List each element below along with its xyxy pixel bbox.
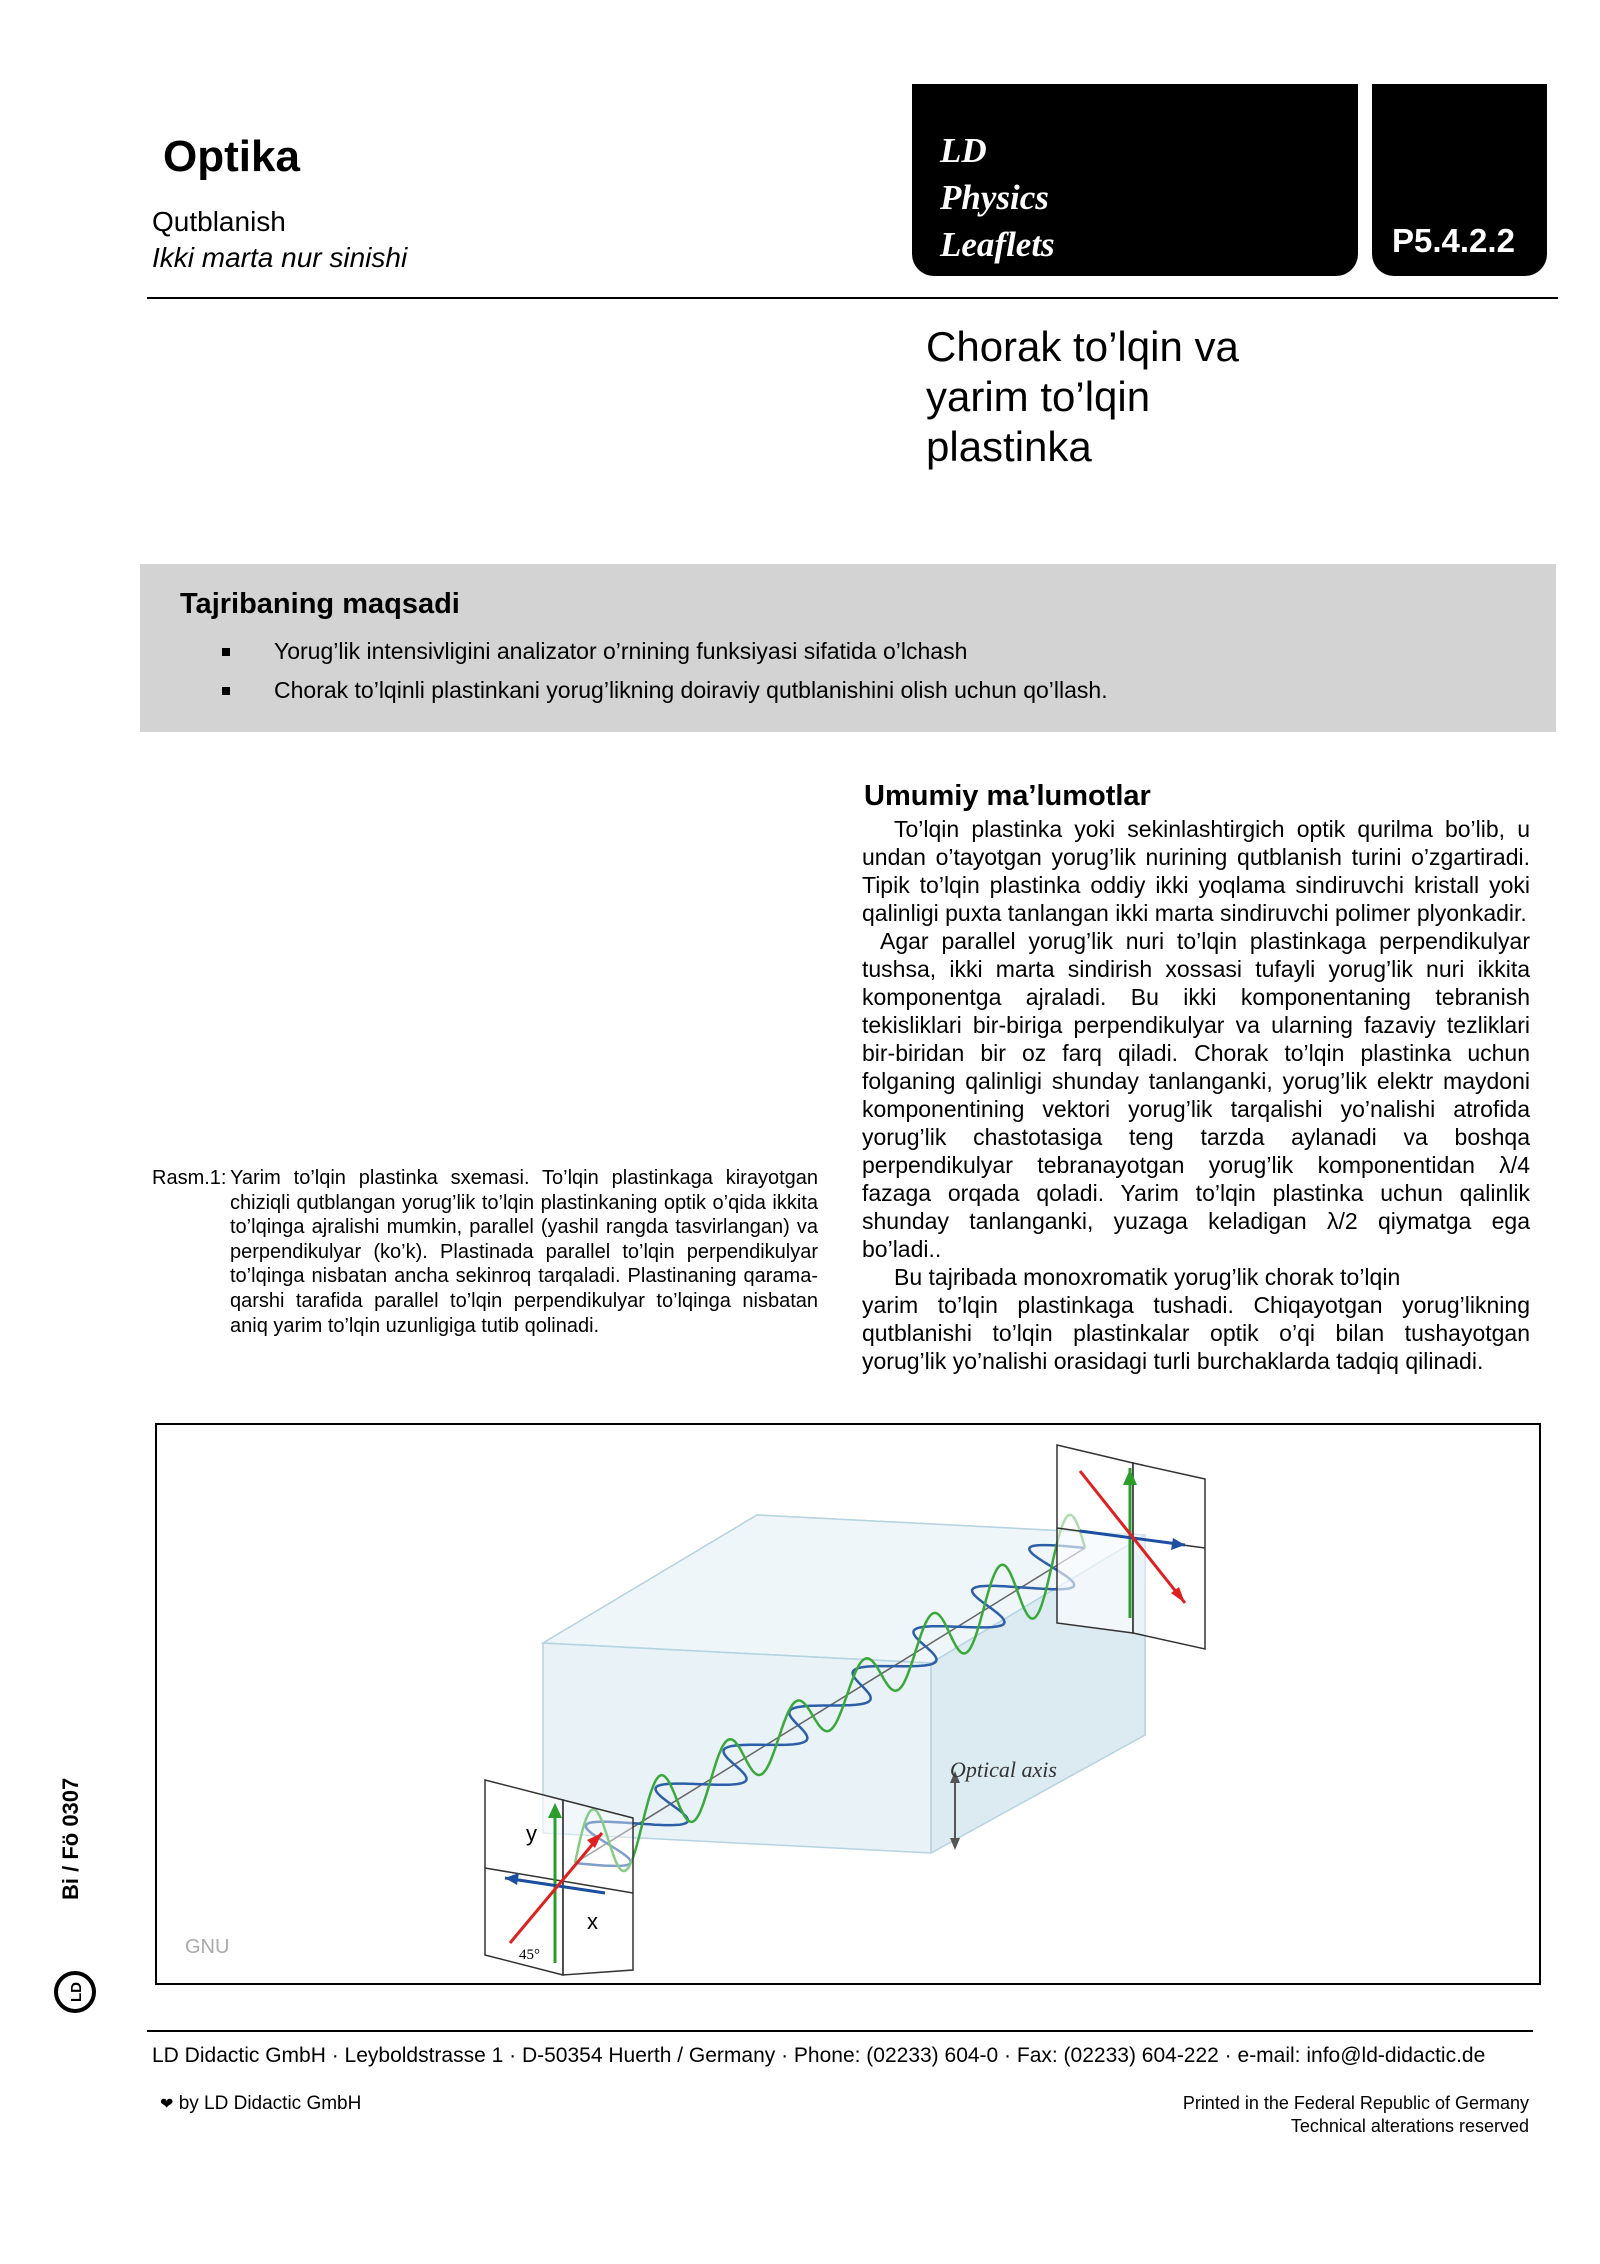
waveplate-diagram <box>155 1423 1541 1985</box>
caption-label: Rasm.1: <box>152 1167 227 1189</box>
y-axis-label: y <box>526 1821 537 1846</box>
document-title <box>926 322 1346 472</box>
badge-line-3: Leaflets <box>940 225 1055 264</box>
document-title-line-1: Chorak to’lqin va <box>926 323 1239 370</box>
crystal-slab <box>543 1515 1145 1853</box>
optical-axis-label: Optical axis <box>950 1757 1057 1782</box>
footer-address: LD Didactic GmbH · Leyboldstrasse 1 · D-50354 Huerth / Germany · Phone: (02233) 604-0 · Fax: (02233) 604-222 · e-mail: info@ld-didactic.de <box>152 2044 1486 2067</box>
footer-printed: Printed in the Federal Republic of Germany <box>1182 2093 1529 2113</box>
ld-logo-icon <box>52 1969 98 2015</box>
objective-item-text: Yorug’lik intensivligini analizator o’rnining funksiyasi sifatida o’lchash <box>274 638 968 664</box>
bullet-icon <box>222 648 230 656</box>
figure-credit: GNU <box>185 1936 230 1958</box>
badge-line-2: Physics <box>940 178 1049 217</box>
objective-item-text: Chorak to’lqinli plastinkani yorug’likning doiraviy qutblanishini olish uchun qo’llash. <box>274 677 1108 703</box>
angle-label: 45° <box>519 1947 540 1963</box>
ld-physics-leaflets-badge <box>912 84 1358 276</box>
objective-box <box>140 564 1556 732</box>
footer-by-text: by LD Didactic GmbH <box>178 2093 362 2114</box>
general-paragraph-3b: yarim to’lqin plastinkaga tushadi. Chiqayotgan yorug’likning qutblanishi to’lqin plastinkalar optik o’qi bilan tushayotgan yorug’lik yo’nalishi orasidagi turli burchaklarda tadqiq qilinadi. <box>862 1292 1530 1374</box>
footer-by-line <box>160 2093 361 2115</box>
general-info-heading: Umumiy ma’lumotlar <box>864 780 1151 812</box>
footer-divider <box>147 2030 1533 2032</box>
general-paragraph-3a: Bu tajribada monoxromatik yorug’lik chorak to’lqin <box>894 1264 1401 1290</box>
objective-item <box>222 632 1108 671</box>
document-title-line-2: yarim to’lqin <box>926 373 1151 420</box>
general-paragraph-2: Agar parallel yorug’lik nuri to’lqin plastinkaga perpendikulyar tushsa, ikki marta sindirish xossasi tufayli yorug’lik nuri ikkita komponentga ajraladi. Bu ikki komponentaning tebranish tekisliklari bir-biriga perpendikulyar va ularning fazaviy tezliklari bir-biridan bir oz farq qiladi. Chorak to’lqin plastinka uchun folganing qalinligi shunday tanlanganki, yorug’lik elektr maydoni komponentining vektori yorug’lik tarqalishi yo’nalishi atrofida yorug’lik chastotasiga teng tarzda aylanadi va boshqa perpendikulyar tebranayotgan yorug’lik komponentidan λ/4 fazaga orqada qoladi. Yarim to’lqin plastinka uchun qalinlik shunday tanlanganki, yuzaga keladigan λ/2 qiymatga ega bo’ladi.. <box>862 928 1530 1262</box>
leaflet-code: P5.4.2.2 <box>1392 222 1515 259</box>
footer-alterations: Technical alterations reserved <box>1290 2116 1529 2136</box>
subject-title: Optika <box>163 132 300 181</box>
side-document-code: Bi / Fö 0307 <box>58 1777 83 1900</box>
figure-caption <box>152 1166 818 1338</box>
caption-text: Yarim to’lqin plastinka sxemasi. To’lqin plastinkaga kirayotgan chiziqli qutblangan yorug’lik to’lqin plastinkaning optik o’qida ikkita to’lqinga ajralishi mumkin, parallel (yashil rangda tasvirlangan) va perpendikulyar (ko’k). Plastinada parallel to’lqin perpendikulyar to’lqinga nisbatan ancha sekinroq tarqaladi. Plastinaning qarama-qarshi tarafida parallel to’lqin perpendikulyar to’lqinga nisbatan aniq yarim to’lqin uzunligiga tutib qolinadi. <box>230 1167 818 1337</box>
x-axis-label: x <box>587 1909 598 1934</box>
bullet-icon <box>222 687 230 695</box>
header-divider <box>147 297 1558 299</box>
objective-list <box>222 632 1108 710</box>
badge-line-1: LD <box>940 131 987 170</box>
topic-subtitle: Qutblanish <box>152 206 286 237</box>
output-polarizer-frame <box>1057 1445 1205 1649</box>
svg-text:LD: LD <box>68 1982 85 2002</box>
subtopic-subtitle: Ikki marta nur sinishi <box>152 242 408 273</box>
document-title-line-3: plastinka <box>926 423 1092 470</box>
objective-item <box>222 671 1108 710</box>
general-paragraph-1: To’lqin plastinka yoki sekinlashtirgich optik qurilma bo’lib, u undan o’tayotgan yorug’lik nurining qutblanish turini o’zgartiradi. Tipik to’lqin plastinka oddiy ikki yoqlama sindiruvchi kristall yoki qalinligi puxta tanlangan ikki marta sindiruvchi polimer plyonkadir. <box>862 816 1530 926</box>
heart-icon: ❤ <box>160 2096 174 2113</box>
general-info-text <box>862 815 1530 1375</box>
objective-heading: Tajribaning maqsadi <box>180 588 460 620</box>
leaflet-code-badge <box>1372 84 1547 276</box>
